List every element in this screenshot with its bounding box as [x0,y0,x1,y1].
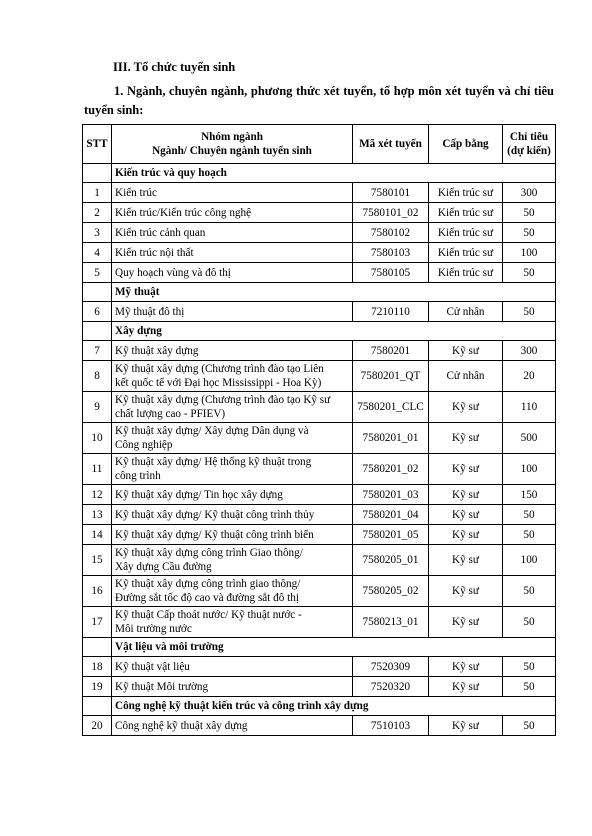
table-row [83,576,556,607]
header-quota-line1: Chỉ tiêu [509,131,549,143]
program-name-line: Kỹ thuật xây dựng/ Kỹ thuật công trình thủy [115,508,315,521]
table-row [83,183,556,203]
program-name-cell [112,545,353,576]
degree-cell: Kỹ sư [429,677,503,697]
program-name-line: chất lượng cao - PFIEV) [115,408,226,420]
table-row [83,716,556,736]
program-name-line: Công nghệ kỹ thuật xây dựng [115,719,248,732]
stt-cell: 3 [83,223,112,243]
program-name-line: Công nghiệp [115,439,173,451]
program-name-line: Kỹ thuật xây dựng [115,344,199,357]
program-name-cell [112,505,353,525]
table-header-row [83,125,556,164]
quota-cell: 100 [503,243,556,263]
table-row [83,525,556,545]
table-row [83,454,556,485]
code-cell: 7580213_01 [353,607,429,638]
table-row [83,341,556,361]
program-name-cell [112,485,353,505]
table-row [83,263,556,283]
degree-cell: Kỹ sư [429,392,503,423]
code-cell: 7580102 [353,223,429,243]
table-row [83,657,556,677]
program-name-cell [112,223,353,243]
stt-cell: 10 [83,423,112,454]
stt-cell: 18 [83,657,112,677]
quota-cell: 50 [503,677,556,697]
table-row [83,203,556,223]
table-row [83,423,556,454]
stt-cell: 6 [83,302,112,322]
code-cell: 7580205_01 [353,545,429,576]
group-name: Vật liệu và môi trường [112,638,556,657]
program-name-cell [112,203,353,223]
program-name-line: Kỹ thuật xây dựng/ Kỹ thuật công trình biển [115,528,314,541]
stt-cell: 8 [83,361,112,392]
quota-cell: 100 [503,545,556,576]
stt-cell: 13 [83,505,112,525]
program-name-line: Xây dựng Cầu đường [115,561,212,573]
table-row [83,243,556,263]
program-name-cell [112,454,353,485]
code-cell: 7580201_CLC [353,392,429,423]
stt-cell: 20 [83,716,112,736]
quota-cell: 50 [503,302,556,322]
table-row [83,361,556,392]
program-name-line: Kỹ thuật xây dựng công trình Giao thông/ [115,547,303,559]
program-name-cell [112,341,353,361]
program-name-line: Kỹ thuật xây dựng/ Xây dựng Dân dụng và [115,425,309,437]
quota-cell: 110 [503,392,556,423]
header-program-line1: Nhóm ngành [201,131,263,143]
program-name-line: công trình [115,470,161,482]
table-row [83,677,556,697]
code-cell: 7510103 [353,716,429,736]
quota-cell: 500 [503,423,556,454]
stt-cell: 5 [83,263,112,283]
table-row [83,392,556,423]
code-cell: 7580105 [353,263,429,283]
program-name-cell [112,677,353,697]
quota-cell: 50 [503,716,556,736]
degree-cell: Kiến trúc sư [429,243,503,263]
section-heading: III. Tổ chức tuyển sinh [113,60,236,74]
code-cell: 7580101 [353,183,429,203]
code-cell: 7580201_02 [353,454,429,485]
program-name-line: Kỹ thuật Cấp thoát nước/ Kỹ thuật nước - [115,609,302,621]
program-name-line: Kỹ thuật xây dựng công trình giao thông/ [115,578,301,590]
code-cell: 7580201_04 [353,505,429,525]
code-cell: 7580101_02 [353,203,429,223]
program-name-cell [112,243,353,263]
stt-cell: 17 [83,607,112,638]
program-name-line: Kiến trúc cảnh quan [115,226,206,239]
degree-cell: Kỹ sư [429,657,503,677]
degree-cell: Kiến trúc sư [429,183,503,203]
program-name-line: Kỹ thuật xây dựng (Chương trình đào tạo Kỹ sư [115,394,331,406]
quota-cell: 50 [503,263,556,283]
program-name-line: Kỹ thuật Môi trường [115,680,209,693]
group-row [83,164,556,183]
code-cell: 7580201_01 [353,423,429,454]
degree-cell: Kỹ sư [429,423,503,454]
program-name-line: Kiến trúc nội thất [115,246,194,259]
stt-cell: 12 [83,485,112,505]
header-stt: STT [83,125,112,164]
table-row [83,223,556,243]
code-cell: 7580201_05 [353,525,429,545]
quota-cell: 100 [503,454,556,485]
code-cell: 7580201 [353,341,429,361]
header-quota-line2: (dự kiến) [507,145,551,157]
quota-cell: 50 [503,505,556,525]
program-name-line: Môi trường nước [115,623,192,635]
program-name-cell [112,607,353,638]
degree-cell: Cử nhân [429,302,503,322]
quota-cell: 300 [503,341,556,361]
stt-cell: 9 [83,392,112,423]
program-name-cell [112,525,353,545]
table-row [83,302,556,322]
quota-cell: 50 [503,525,556,545]
quota-cell: 50 [503,203,556,223]
group-stt-cell [83,164,112,183]
code-cell: 7520309 [353,657,429,677]
degree-cell: Kỹ sư [429,545,503,576]
program-name-cell [112,716,353,736]
program-name-line: Kiến trúc [115,186,157,199]
degree-cell: Kiến trúc sư [429,223,503,243]
quota-cell: 50 [503,576,556,607]
admissions-table [82,124,556,736]
degree-cell: Kỹ sư [429,525,503,545]
stt-cell: 1 [83,183,112,203]
program-name-line: Kỹ thuật xây dựng/ Hệ thống kỹ thuật trong [115,456,312,468]
group-name: Xây dựng [112,322,556,341]
stt-cell: 11 [83,454,112,485]
degree-cell: Kỹ sư [429,454,503,485]
stt-cell: 2 [83,203,112,223]
table-body [83,164,556,736]
degree-cell: Kiến trúc sư [429,263,503,283]
program-name-cell [112,302,353,322]
program-name-line: Kỹ thuật vật liệu [115,660,190,673]
header-degree: Cấp bằng [429,125,503,164]
program-name-line: Kỹ thuật xây dựng (Chương trình đào tạo Liên [115,363,324,375]
group-row [83,697,556,716]
code-cell: 7580103 [353,243,429,263]
quota-cell: 50 [503,607,556,638]
group-row [83,638,556,657]
code-cell: 7520320 [353,677,429,697]
group-name: Kiến trúc và quy hoạch [112,164,556,183]
program-name-cell [112,423,353,454]
program-name-cell [112,361,353,392]
subsection-heading: 1. Ngành, chuyên ngành, phương thức xét tuyển, tổ hợp môn xét tuyển và chỉ tiêu tuyển sinh: [84,84,554,117]
degree-cell: Kỹ sư [429,716,503,736]
degree-cell: Kỹ sư [429,607,503,638]
code-cell: 7580201_QT [353,361,429,392]
header-code: Mã xét tuyển [353,125,429,164]
program-name-line: Kỹ thuật xây dựng/ Tin học xây dựng [115,488,283,501]
stt-cell: 15 [83,545,112,576]
header-program [112,125,353,164]
quota-cell: 50 [503,223,556,243]
degree-cell: Kiến trúc sư [429,203,503,223]
group-stt-cell [83,322,112,341]
program-name-cell [112,657,353,677]
degree-cell: Kỹ sư [429,341,503,361]
header-program-line2: Ngành/ Chuyên ngành tuyển sinh [152,145,312,157]
program-name-line: Kiến trúc/Kiến trúc công nghệ [115,206,252,219]
program-name-line: Đường sắt tốc độ cao và đường sắt đô thị [115,592,299,604]
quota-cell: 150 [503,485,556,505]
group-name: Mỹ thuật [112,283,556,302]
program-name-cell [112,183,353,203]
degree-cell: Kỹ sư [429,505,503,525]
code-cell: 7210110 [353,302,429,322]
code-cell: 7580205_02 [353,576,429,607]
group-stt-cell [83,283,112,302]
table-row [83,545,556,576]
stt-cell: 19 [83,677,112,697]
table-row [83,607,556,638]
stt-cell: 7 [83,341,112,361]
table-row [83,505,556,525]
stt-cell: 4 [83,243,112,263]
program-name-cell [112,576,353,607]
table-row [83,485,556,505]
group-stt-cell [83,638,112,657]
program-name-line: Quy hoạch vùng và đô thị [115,266,231,279]
quota-cell: 300 [503,183,556,203]
program-name-line: kết quốc tế với Đại học Mississippi - Hoa Kỳ) [115,377,322,389]
header-quota [503,125,556,164]
degree-cell: Kỹ sư [429,576,503,607]
program-name-cell [112,263,353,283]
code-cell: 7580201_03 [353,485,429,505]
group-stt-cell [83,697,112,716]
group-row [83,283,556,302]
stt-cell: 16 [83,576,112,607]
stt-cell: 14 [83,525,112,545]
quota-cell: 20 [503,361,556,392]
degree-cell: Kỹ sư [429,485,503,505]
program-name-cell [112,392,353,423]
degree-cell: Cử nhân [429,361,503,392]
quota-cell: 50 [503,657,556,677]
program-name-line: Mỹ thuật đô thị [115,305,185,318]
group-name: Công nghệ kỹ thuật kiến trúc và công trình xây dựng [112,697,556,716]
group-row [83,322,556,341]
